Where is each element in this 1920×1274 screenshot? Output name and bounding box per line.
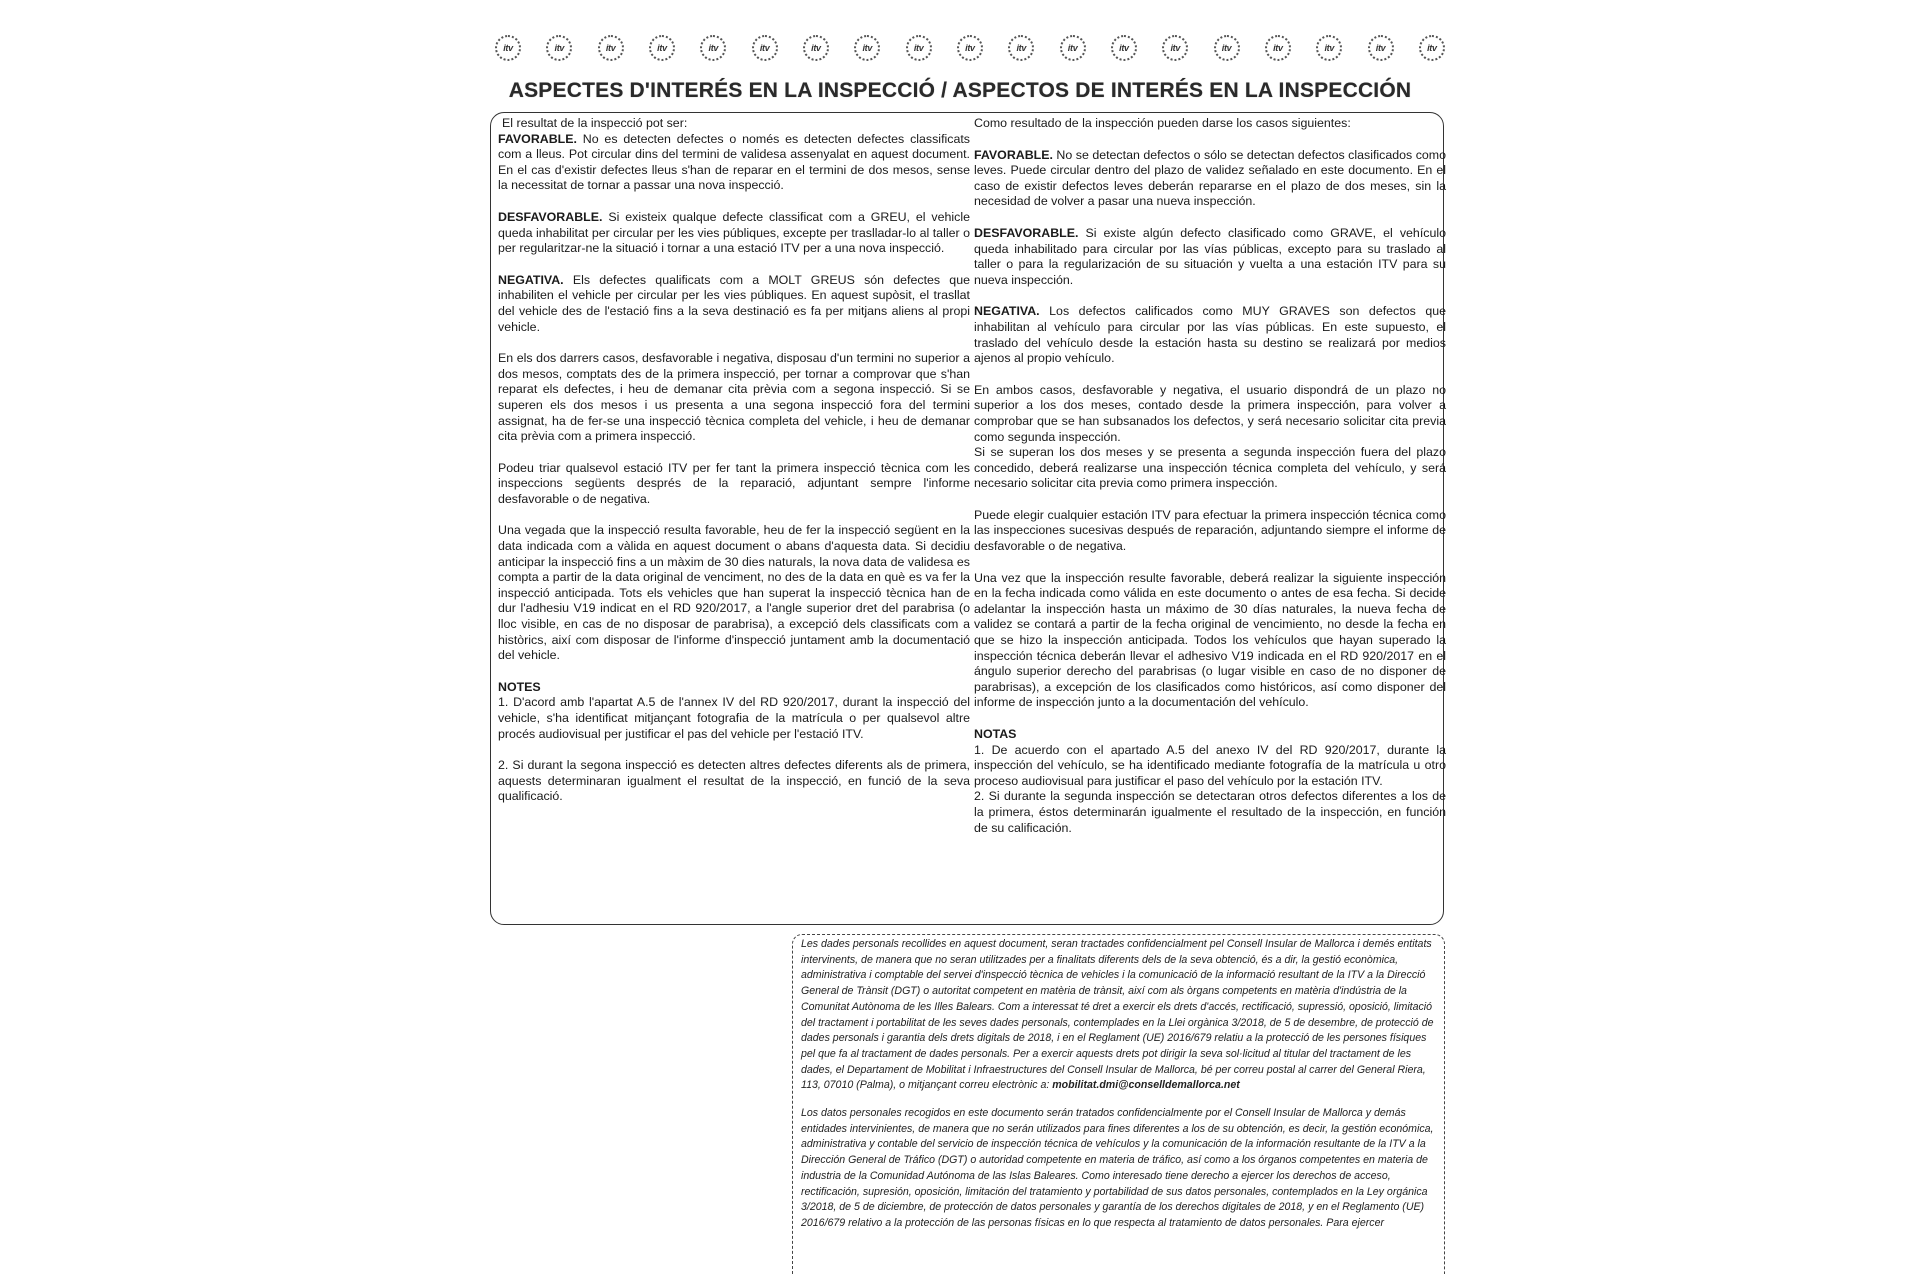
itv-logo-icon	[1265, 35, 1291, 61]
itv-logo-text: itv	[1427, 43, 1437, 53]
privacy-catalan	[801, 937, 1436, 1094]
itv-logo-icon	[957, 35, 983, 61]
itv-logo-text: itv	[605, 43, 616, 53]
notes-heading: NOTES	[498, 679, 541, 694]
itv-logo-text: itv	[913, 43, 924, 53]
itv-logo-text: itv	[1324, 43, 1335, 53]
negativa-label: NEGATIVA.	[974, 304, 1040, 319]
itv-logo-icon	[906, 35, 932, 61]
itv-logo-icon	[854, 35, 880, 61]
intro-text: El resultat de la inspecció pot ser:	[502, 116, 688, 130]
privacy-notice	[792, 934, 1445, 1274]
itv-logo-text: itv	[1375, 43, 1386, 53]
itv-logo-text: itv	[1170, 43, 1181, 53]
note-1: 1. D'acord amb l'apartat A.5 de l'annex IV del RD 920/2017, durant la inspecció del vehicle, s'ha identificat mitjançant fotografia de la matrícula o per qualsevol altre procés audiovisual per justificar el pas del vehicle per l'estació ITV.	[498, 695, 970, 741]
itv-logo-text: itv	[1221, 43, 1232, 53]
intro-text: Como resultado de la inspección pueden darse los casos siguientes:	[974, 116, 1351, 130]
choose-station-paragraph: Puede elegir cualquier estación ITV para efectuar la primera inspección técnica como las inspecciones sucesivas después de reparación, adjuntando siempre el informe de desfavorable o de negativa.	[974, 507, 1446, 554]
note-2: 2. Si durante la segunda inspección se detectaran otros defectos diferentes a los de la primera, éstos determinarán igualmente el resultado de la inspección, en función de su calificación.	[974, 789, 1446, 835]
itv-logo-icon	[546, 35, 572, 61]
itv-logo-text: itv	[503, 43, 513, 53]
itv-logo-icon	[1214, 35, 1240, 61]
desfavorable-paragraph	[498, 210, 970, 257]
itv-logo-icon	[598, 35, 624, 61]
itv-logo-text: itv	[1016, 43, 1027, 53]
itv-logo-icon	[495, 35, 521, 61]
notes-heading: NOTAS	[974, 727, 1017, 741]
two-cases-paragraph: En ambos casos, desfavorable y negativa, el usuario dispondrá de un plazo no superior a los dos meses, contado desde la primera inspección, para volver a comprobar que se han subsanados los defectos, y será necesario solicitar cita previa como segunda inspección.	[974, 382, 1446, 444]
favorable-label: FAVORABLE.	[974, 147, 1053, 162]
itv-logo-icon	[1316, 35, 1342, 61]
itv-logo-icon	[1419, 35, 1445, 61]
negativa-text: Los defectos calificados como MUY GRAVES son defectos que inhabilitan al vehículo para circular por las vías públicas. En este supuesto, el traslado del vehículo desde la estación hasta su destino se realizará por medios ajenos al propio vehículo.	[974, 304, 1446, 366]
favorable-next-paragraph: Una vez que la inspección resulte favorable, deberá realizar la siguiente inspección en la fecha indicada como válida en este documento o antes de esa fecha. Si decide adelantar la inspección hasta un máximo de 30 días naturales, la nueva fecha de validez se contará a partir de la fecha original de vencimiento, no desde la fecha en que se hizo la inspección anticipada. Todos los vehículos que hayan superado la inspección técnica deberán llevar el adhesivo V19 indicada en el RD 920/2017 en el ángulo superior derecho del parabrisas (o lugar visible en caso de no disponer de parabrisas), a excepción de los clasificados como históricos, así como disponer del informe de inspección junto a la documentación del vehículo.	[974, 570, 1446, 710]
itv-logo-text: itv	[657, 43, 667, 53]
choose-station-paragraph: Podeu triar qualsevol estació ITV per fer tant la primera inspecció tècnica com les inspeccions següents després de la reparació, adjuntant sempre l'informe desfavorable o de negativa.	[498, 460, 970, 506]
catalan-column	[498, 116, 970, 821]
itv-logo-icon	[1368, 35, 1394, 61]
itv-logo-text: itv	[811, 43, 821, 53]
itv-logo-icon	[1060, 35, 1086, 61]
two-cases-paragraph: En els dos darrers casos, desfavorable i negativa, disposau d'un termini no superior a dos mesos, comptats des de la primera inspecció, per tornar a comprovar que s'han reparat els defectes, i heu de demanar cita prèvia com a segona inspecció. Si se superen els dos mesos i us presenta a una segona inspecció fora del termini assignat, ha de fer-se una inspecció tècnica completa del vehicle, i heu de demanar cita prèvia com a primera inspecció.	[498, 351, 970, 444]
itv-logo-icon	[803, 35, 829, 61]
privacy-catalan-text: Les dades personals recollides en aquest document, seran tractades confidencialment pel Consell Insular de Mallorca i demés entitats intervinents, de manera que no seran utilitzades per a finalitats diferents dels de la seva obtenció, és a dir, la gestió econòmica, administrativa i comptable del servei d'inspecció tècnica de vehicles i la comunicació de la informació resultant de la ITV a la Direcció General de Trànsit (DGT) o autoritat competent en matèria de trànsit, així com als òrgans competents en matèria d'indústria de la Comunitat Autònoma de les Illes Balears. Com a interessat té dret a exercir els drets d'accés, rectificació, supressió, oposició, limitació del tractament i portabilitat de les seves dades personals, contemplades en la Llei orgànica 3/2018, de 5 de desembre, de protecció de dades personals i garantia dels drets digitals de 2018, i en el Reglament (UE) 2016/679 relatiu a la protecció de les persones físiques pel que fa al tractament de dades personals. Per a exercir aquests drets pot dirigir la seva sol·licitud al titular del tractament de les dades, el Departament de Mobilitat i Infraestructures del Consell Insular de Mallorca, bé per correu postal al carrer del General Riera, 113, 07010 (Palma), o mitjançant correu electrònic a:	[801, 938, 1434, 1092]
desfavorable-label: DESFAVORABLE.	[498, 209, 603, 224]
itv-logo-text: itv	[1273, 43, 1283, 53]
spanish-column	[974, 116, 1446, 852]
favorable-paragraph	[498, 132, 970, 194]
note-2: 2. Si durant la segona inspecció es detecten altres defectes diferents als de primera, aquests determinaran igualment el resultat de la inspecció, en funció de la seva qualificació.	[498, 758, 970, 804]
itv-logo-text: itv	[708, 43, 719, 53]
itv-logo-text: itv	[1067, 43, 1078, 53]
negativa-paragraph	[974, 304, 1446, 366]
desfavorable-paragraph	[974, 226, 1446, 288]
note-1: 1. De acuerdo con el apartado A.5 del anexo IV del RD 920/2017, durante la inspección del vehículo, se ha identificado mediante fotografía de la matrícula u otro proceso audiovisual para justificar el paso del vehículo por la estación ITV.	[974, 742, 1446, 788]
favorable-paragraph	[974, 148, 1446, 210]
itv-logo-text: itv	[759, 43, 770, 53]
itv-logo-text: itv	[965, 43, 975, 53]
itv-logo-text: itv	[1119, 43, 1129, 53]
itv-logo-icon	[649, 35, 675, 61]
itv-logo-icon	[700, 35, 726, 61]
negativa-paragraph	[498, 273, 970, 335]
page-title: ASPECTES D'INTERÉS EN LA INSPECCIÓ / ASPECTOS DE INTERÉS EN LA INSPECCIÓN	[508, 79, 1412, 102]
itv-logo-icon	[1162, 35, 1188, 61]
negativa-text: Els defectes qualificats com a MOLT GREUS són defectes que inhabiliten el vehicle per circular per les vies públiques. En aquest supòsit, el trasllat del vehicle des de l'estació fins a la seva destinació es fa per mitjans aliens al propi vehicle.	[498, 272, 970, 334]
desfavorable-text: Si existe algún defecto clasificado como GRAVE, el vehículo queda inhabilitado para circular por las vías públicas, excepto para su traslado al taller o para la regularización de su situación y vuelta a una estación ITV para su nueva inspección.	[974, 225, 1446, 287]
privacy-spanish: Los datos personales recogidos en este documento serán tratados confidencialmente por el Consell Insular de Mallorca y demás entidades intervinientes, de manera que no serán utilizados para fines diferentes a los de su obtención, es decir, la gestión económica, administrativa y contable del servicio de inspección técnica de vehículos y la comunicación de la información resultante de la ITV a la Dirección General de Tráfico (DGT) o autoridad competente en materia de tráfico, así como a los órganos competentes en materia de industria de la Comunidad Autónoma de las Islas Baleares. Como interesado tiene derecho a ejercer los derechos de acceso, rectificación, supresión, oposición, limitación del tratamiento y portabilidad de sus datos personales, contemplados en la Ley orgánica 3/2018, de 5 de diciembre, de protección de datos personales y garantía de los derechos digitales de 2018, y en el Reglamento (UE) 2016/679 relativo a la protección de las personas físicas en lo que respecta al tratamiento de datos personales. Para ejercer	[801, 1107, 1434, 1229]
favorable-text: No es detecten defectes o només es detecten defectes classificats com a lleus. Pot circular dins del termini de validesa assenyalat en aquest document. En el cas d'existir defectes lleus s'han de reparar en el termini de dos mesos, sense la necessitat de tornar a passar una nova inspecció.	[498, 131, 970, 193]
desfavorable-text: Si existeix qualque defecte classificat com a GREU, el vehicle queda inhabilitat per circular per les vies públiques, excepte per traslladar-lo al taller o per regularitzar-ne la situació i tornar a una estació ITV per a una nova inspecció.	[498, 209, 970, 256]
itv-logo-icon	[1008, 35, 1034, 61]
itv-logo-text: itv	[554, 43, 565, 53]
favorable-label: FAVORABLE.	[498, 131, 577, 146]
negativa-label: NEGATIVA.	[498, 272, 564, 287]
privacy-email: mobilitat.dmi@conselldemallorca.net	[1052, 1079, 1240, 1092]
favorable-next-paragraph: Una vegada que la inspecció resulta favorable, heu de fer la inspecció següent en la data indicada com a vàlida en aquest document o abans d'aquesta data. Si decidiu anticipar la inspecció fins a un màxim de 30 dies naturals, la nova data de validesa es compta a partir de la data original de venciment, no des de la data en què es va fer la inspecció anticipada. Tots els vehicles que han superat la inspecció tècnica han de dur l'adhesiu V19 indicat en el RD 920/2017, a l'angle superior dret del parabrisa (o lloc visible, en cas de no disposar de parabrisa), a excepció dels classificats com a històrics, així com disposar de l'informe d'inspecció juntament amb la documentació del vehicle.	[498, 523, 970, 663]
itv-logo-icon	[1111, 35, 1137, 61]
itv-logo-icon	[752, 35, 778, 61]
favorable-text: No se detectan defectos o sólo se detectan defectos clasificados como leves. Puede circular dentro del plazo de validez señalado en este documento. En el caso de existir defectos leves deberán repararse en el plazo de dos meses, sin la necesidad de volver a pasar una nueva inspección.	[974, 147, 1446, 209]
desfavorable-label: DESFAVORABLE.	[974, 225, 1079, 240]
itv-logo-text: itv	[862, 43, 873, 53]
logo-strip	[495, 30, 1445, 66]
two-cases-continued-paragraph: Si se superan los dos meses y se presenta a segunda inspección fuera del plazo concedido, deberá realizarse una inspección técnica completa del vehículo, y será necesario solicitar cita previa como primera inspección.	[974, 445, 1446, 491]
